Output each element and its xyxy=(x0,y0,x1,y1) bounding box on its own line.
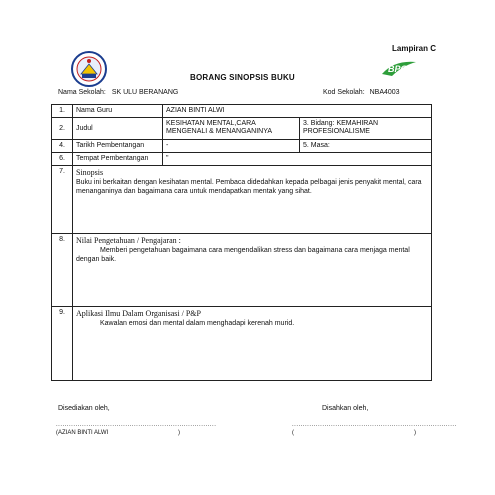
row-number: 6. xyxy=(52,153,73,166)
disahkan-label: Disahkan oleh, xyxy=(322,405,369,412)
disediakan-label: Disediakan oleh, xyxy=(58,405,110,412)
bracket-open-right: ( xyxy=(292,430,294,436)
masa-value: 5. Masa: xyxy=(300,140,432,153)
nilai-text: Memberi pengetahuan bagaimana cara mengendalikan stress dan bagaimana cara menjaga mental dengan baik. xyxy=(76,247,410,263)
nama-sekolah xyxy=(58,89,178,96)
row-number: 9. xyxy=(52,307,73,381)
nama-guru-value: AZIAN BINTI ALWI xyxy=(163,105,432,118)
school-crest-icon xyxy=(70,50,108,88)
row-number: 8. xyxy=(52,234,73,307)
row-judul xyxy=(52,118,432,140)
nama-guru-label: Nama Guru xyxy=(73,105,163,118)
tarikh-value: - xyxy=(163,140,300,153)
row-number: 7. xyxy=(52,166,73,234)
kod-sekolah-label: Kod Sekolah: xyxy=(323,89,365,96)
sinopsis-cell xyxy=(73,166,432,234)
row-number: 4. xyxy=(52,140,73,153)
row-aplikasi xyxy=(52,307,432,381)
nama-sekolah-label: Nama Sekolah: xyxy=(58,89,106,96)
synopsis-form-table xyxy=(51,104,432,381)
tempat-value: " xyxy=(163,153,432,166)
kod-sekolah xyxy=(323,89,400,96)
bracket-close-left: ) xyxy=(178,430,180,436)
bracket-close-right: ) xyxy=(414,430,416,436)
bpg-logo-text: BPG xyxy=(388,64,408,74)
row-nama-guru xyxy=(52,105,432,118)
row-nilai xyxy=(52,234,432,307)
signature-line-left: .......................................................................... xyxy=(56,422,217,428)
nama-penyedia: (AZIAN BINTI ALWI xyxy=(56,430,109,436)
judul-label: Judul xyxy=(73,118,163,140)
bpg-logo-icon xyxy=(380,58,418,78)
row-tarikh xyxy=(52,140,432,153)
tempat-label: Tempat Pembentangan xyxy=(73,153,163,166)
judul-value: KESIHATAN MENTAL,CARA MENGENALI & MENANGANINYA xyxy=(163,118,300,140)
tarikh-label: Tarikh Pembentangan xyxy=(73,140,163,153)
row-number: 2. xyxy=(52,118,73,140)
row-tempat xyxy=(52,153,432,166)
nilai-label: Nilai Pengetahuan / Pengajaran : xyxy=(76,236,181,245)
row-number: 1. xyxy=(52,105,73,118)
row-sinopsis xyxy=(52,166,432,234)
sinopsis-label: Sinopsis xyxy=(76,168,104,177)
nilai-cell xyxy=(73,234,432,307)
bidang-value: 3. Bidang: KEMAHIRAN PROFESIONALISME xyxy=(300,118,432,140)
aplikasi-label: Aplikasi Ilmu Dalam Organisasi / P&P xyxy=(76,309,201,318)
kod-sekolah-value: NBA4003 xyxy=(369,89,400,96)
signature-line-right: ............................................................................ xyxy=(292,422,457,428)
sinopsis-text: Buku ini berkaitan dengan kesihatan mental. Pembaca didedahkan kepada pelbagai jenis penyakit mental, cara menanganinya dan bagaimana cara untuk mendapatkan mentak yang sihat. xyxy=(76,179,422,195)
lampiran-label: Lampiran C xyxy=(392,44,437,53)
aplikasi-text: Kawalan emosi dan mental dalam menghadapi kerenah murid. xyxy=(100,320,295,327)
aplikasi-cell xyxy=(73,307,432,381)
nama-sekolah-value: SK ULU BERANANG xyxy=(111,89,179,96)
form-title: BORANG SINOPSIS BUKU xyxy=(190,73,295,82)
